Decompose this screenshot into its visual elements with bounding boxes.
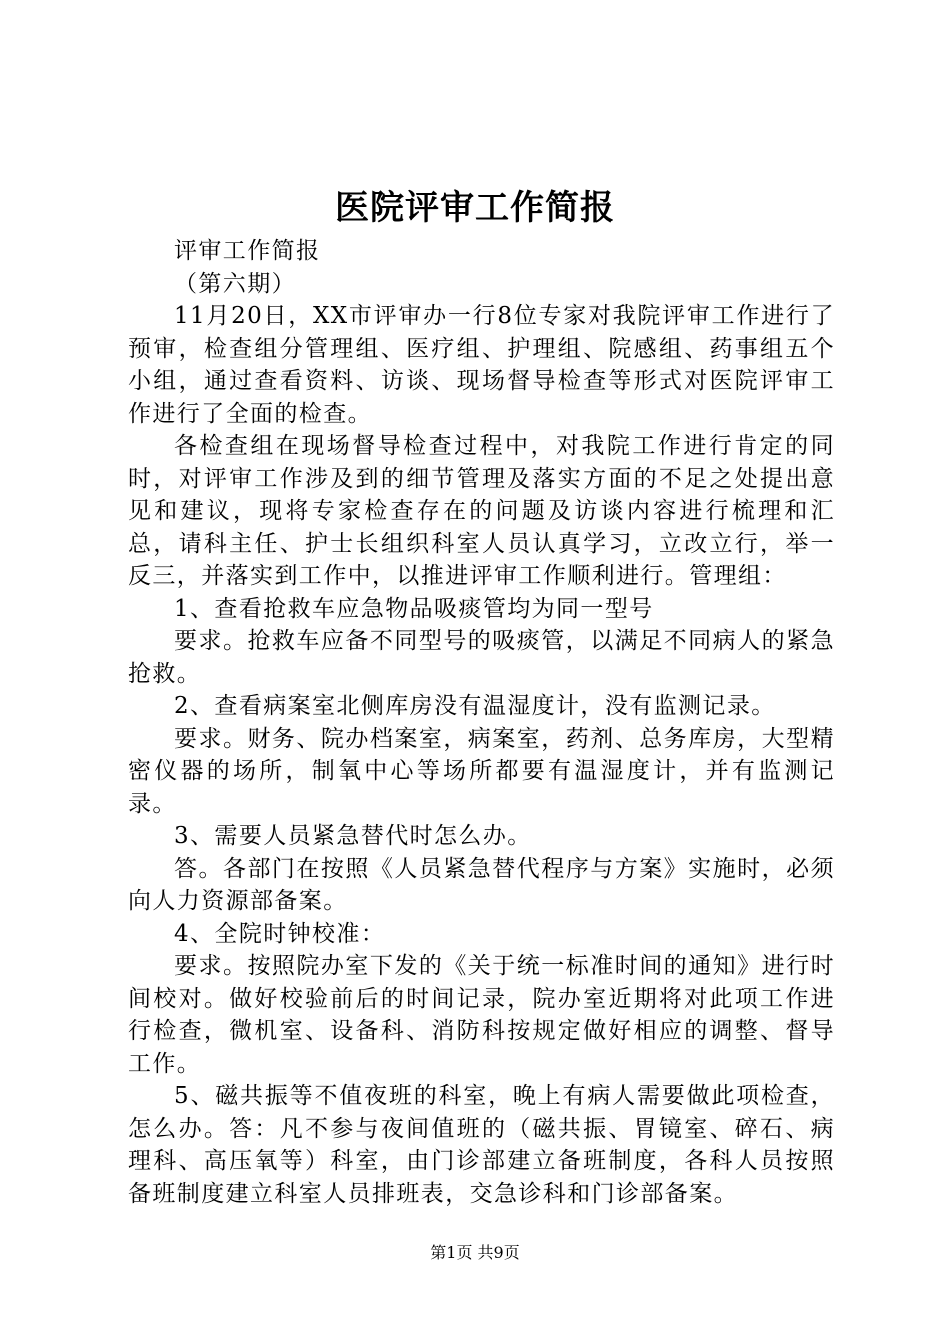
paragraph-requirement-2: 要求。财务、院办档案室，病案室，药剂、总务库房，大型精密仪器的场所，制氧中心等场所都要有温湿度计，并有监测记录。 [128, 725, 835, 817]
paragraph-summary: 各检查组在现场督导检查过程中，对我院工作进行肯定的同时，对评审工作涉及到的细节管理及落实方面的不足之处提出意见和建议，现将专家检查存在的问题及访谈内容进行梳理和汇总，请科主任、护士长组织科室人员认真学习，立改立行，举一反三，并落实到工作中，以推进评审工作顺利进行。管理组： [128, 433, 835, 589]
paragraph-item-1: 1、查看抢救车应急物品吸痰管均为同一型号 [174, 595, 654, 622]
document-body [128, 235, 835, 1210]
paragraph-intro: 11月20日，XX市评审办一行8位专家对我院评审工作进行了预审，检查组分管理组、医疗组、护理组、院感组、药事组五个小组，通过查看资料、访谈、现场督导检查等形式对医院评审工作进行了全面的检查。 [128, 303, 835, 427]
paragraph-subtitle: 评审工作简报 [174, 238, 321, 264]
paragraph-requirement-1: 要求。抢救车应备不同型号的吸痰管，以满足不同病人的紧急抢救。 [128, 628, 835, 687]
paragraph-issue-number: （第六期） [174, 270, 296, 297]
page-footer: 第1页 共9页 [430, 1243, 520, 1262]
paragraph-item-5: 5、磁共振等不值夜班的科室，晚上有病人需要做此项检查，怎么办。答：凡不参与夜间值班的（磁共振、胃镜室、碎石、病理科、高压氧等）科室，由门诊部建立备班制度，各科人员按照备班制度建立科室人员排班表，交急诊科和门诊部备案。 [128, 1083, 835, 1207]
document-title: 医院评审工作简报 [335, 188, 615, 228]
paragraph-item-3: 3、需要人员紧急替代时怎么办。 [174, 823, 532, 849]
paragraph-item-4: 4、全院时钟校准： [174, 920, 386, 947]
paragraph-answer-3: 答。各部门在按照《人员紧急替代程序与方案》实施时，必须向人力资源部备案。 [128, 855, 835, 914]
paragraph-item-2: 2、查看病案室北侧库房没有温湿度计，没有监测记录。 [174, 693, 776, 719]
paragraph-requirement-4: 要求。按照院办室下发的《关于统一标准时间的通知》进行时间校对。做好校验前后的时间记录，院办室近期将对此项工作进行检查，微机室、设备科、消防科按规定做好相应的调整、督导工作。 [128, 953, 835, 1077]
